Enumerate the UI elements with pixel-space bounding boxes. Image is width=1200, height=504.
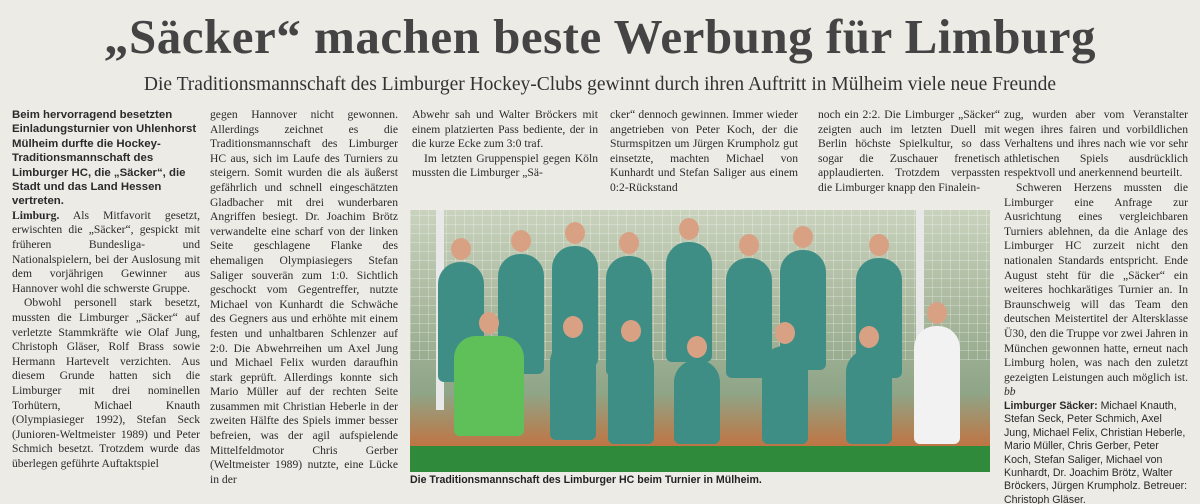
- headline: „Säcker“ machen beste Werbung für Limburg: [104, 9, 1096, 64]
- column-6-paragraph-2-text: Schweren Herzens mussten die Limburger eine Anfrage zur Ausrichtung eines vergleichbaren Turniers ablehnen, da die Anlage des Limburger HC zurzeit nicht den nationalen Standards entspricht. Ende August steht für die „Säcker“ ein weiteres hochkarätiges Turnier an. In Braunschweig will das Team den deutschen Meistertitel der Altersklasse Ü30, den die Truppe vor zwei Jahren in München gewonnen hatte, erneut nach Limburg holen, was nach den zuletzt gezeigten Leistungen auch möglich ist.: [1004, 180, 1188, 384]
- article-column-4: [610, 108, 798, 208]
- goalkeeper-figure: [454, 336, 524, 436]
- player-figure: [608, 344, 654, 444]
- paragraph-2: Obwohl personell stark besetzt, mussten die Limburger „Säcker“ auf verletzte Stammkräfte wie Olaf Jung, Christoph Gläser, Rolf Brass sowie Hermann Hartevelt verzichten. Aus diesem Grunde hatten sich die Limburger mit drei nominellen Torhütern, Michael Knauth (Olympiasieger 1992), Stefan Seck (Junioren-Weltmeister 1989) und Peter Schmich besetzt. Trotzdem wurde das überlegen geführte Auftaktspiel: [12, 296, 200, 470]
- article-column-1: [12, 108, 200, 504]
- roster-names: Michael Knauth, Stefan Seck, Peter Schmich, Axel Jung, Michael Felix, Christian Heberle, Mario Müller, Chris Gerber, Peter Koch, Stefan Saliger, Michael von Kunhardt, Dr. Joachim Brötz, Walter Bröckers, Jürgen Krumpholz. Betreuer: Christoph Gläser.: [1004, 399, 1188, 504]
- photo-caption: Die Traditionsmannschaft des Limburger HC beim Turnier in Mülheim.: [410, 474, 762, 486]
- roster-label: Limburger Säcker:: [1004, 399, 1098, 412]
- author-signature: bb: [1004, 385, 1016, 399]
- article-column-3: [412, 108, 598, 208]
- coach-figure: [914, 326, 960, 444]
- column-3-paragraph-2: Im letzten Gruppenspiel gegen Köln mussten die Limburger „Sä-: [412, 151, 598, 180]
- column-6-paragraph-1: zug, wurden aber vom Veranstalter wegen ihres fairen und vorbildlichen Verhaltens und ihres nach wie vor sehr athletischen Spiels ausdrücklich respektvoll und anerkennend beurteilt.: [1004, 108, 1188, 180]
- article-column-2: [210, 108, 398, 504]
- player-figure: [762, 346, 808, 444]
- subheadline: Die Traditionsmannschaft des Limburger Hockey-Clubs gewinnt durch ihren Auftritt in Mülheim viele neue Freunde: [143, 74, 1057, 95]
- team-roster: [1004, 400, 1188, 504]
- player-figure: [846, 350, 892, 444]
- article-column-5: [818, 108, 1000, 208]
- turf: [410, 446, 990, 472]
- column-2-text: gegen Hannover nicht gewonnen. Allerdings zeichnet es die Traditionsmannschaft des Limburger HC aus, sich im Laufe des Turniers zu steigern. Somit wurden die als äußerst gefährlich und schnell eingeschätzten Gladbacher mit drei wunderbaren Angriffen besiegt. Dr. Joachim Brötz verwandelte eine scharf von der linken Seite geschlagene Flanke des ehemaligen Olympiasiegers Stefan Saliger souverän zum 1:0. Sichtlich geschockt vom Gegentreffer, nutzte Michael von Kunhardt die Schwäche des Gegners aus und erhöhte mit einem festen und unhaltbaren Schlenzer auf 2:0. Die Abwehrreihen um Axel Jung und Michael Felix wurden daraufhin stark geprüft. Allerdings konnte sich Mario Müller auf der rechten Seite zusammen mit Christian Heberle in der zweiten Hälfte des Spiels immer besser befreien, was der agil aufspielende Mittelfeldmotor Chris Gerber (Weltmeister 1989) nutzte, eine Lücke in der: [210, 108, 398, 486]
- player-figure: [550, 340, 596, 440]
- paragraph-1-text: Als Mitfavorit gesetzt, erwischten die „Säcker“, gespickt mit früheren Bundesliga- und Nationalspielern, bei der Auslosung mit dem vorjährigen Gewinner aus Hannover wohl die schwerste Gruppe.: [12, 208, 200, 295]
- paragraph-1: [12, 209, 200, 297]
- article-column-6: [1004, 108, 1188, 504]
- dateline: Limburg.: [12, 208, 60, 222]
- column-3-paragraph-1: Abwehr sah und Walter Bröckers mit einem platzierten Pass bediente, der in die kurze Ecke zum 3:0 traf.: [412, 108, 598, 151]
- team-photo: [410, 210, 990, 472]
- column-5-text: noch ein 2:2. Die Limburger „Säcker“ zeigten auch im letzten Duell mit Berlin höchste Spielkultur, so dass sogar die Zuschauer frenetisch applaudierten. Trotzdem verpassten die Limburger knapp den Finalein-: [818, 108, 1000, 194]
- column-6-paragraph-2: [1004, 181, 1188, 400]
- player-figure: [674, 360, 720, 444]
- lead-paragraph: Beim hervorragend besetzten Einladungsturnier von Uhlenhorst Mülheim durfte die Hockey-Traditionsmannschaft des Limburger HC, die „Säcker“, die Stadt und das Land Hessen vertreten.: [12, 109, 197, 208]
- column-4-text: cker“ dennoch gewinnen. Immer wieder angetrieben von Peter Koch, der die Sturmspitzen um Jürgen Krumpholz gut einsetzte, machten Michael von Kunhardt und Stefan Saliger aus einem 0:2-Rückstand: [610, 108, 798, 194]
